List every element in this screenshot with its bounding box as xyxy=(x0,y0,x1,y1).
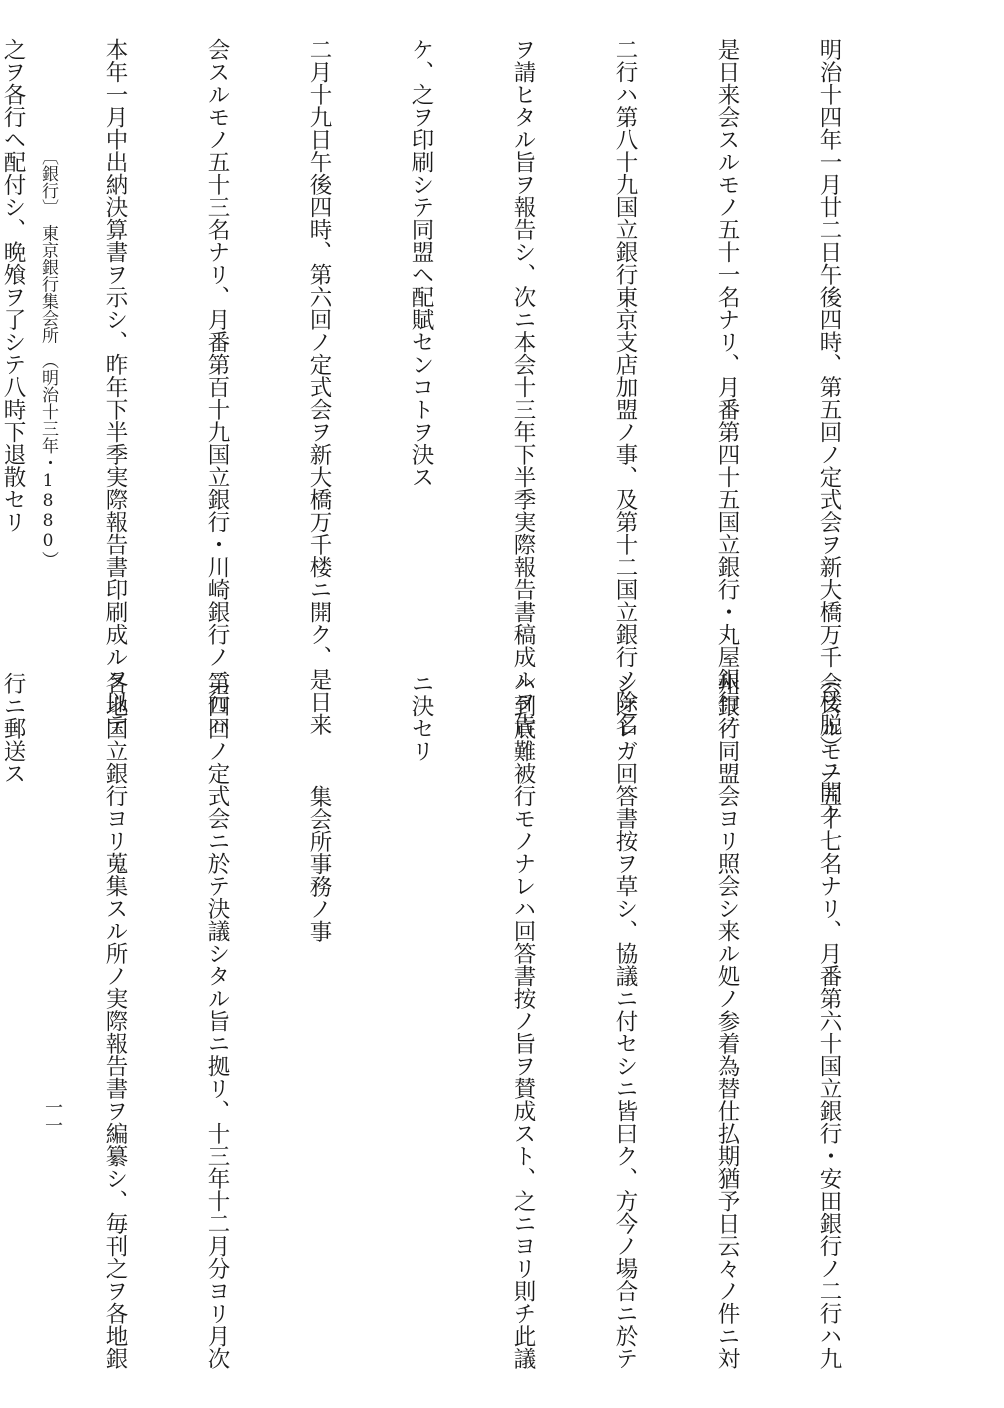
text-line: 本年一月中出納決算書ヲ示シ、昨年下半季実際報告書印刷成ルヲ以テ xyxy=(102,38,128,736)
text-line: ハ到底難被行モノナレハ回答書按ノ旨ヲ賛成スト、之ニヨリ則チ此議 xyxy=(510,672,536,1370)
text-line: 会スルモノ五十七名ナリ、月番第六十国立銀行・安田銀行ノ二行ハ九 xyxy=(816,672,842,1370)
text-line: 之ヲ各行ヘ配付シ、晩飧ヲ了シテ八時下退散セリ xyxy=(0,38,26,533)
text-line: 明治十四年一月廿二日午後四時、第五回ノ定式会ヲ新大橋万千（楼脱）ニ開ク xyxy=(816,38,842,826)
running-head: 〔銀行〕 東京銀行集会所 （明治十三年・1880） xyxy=(38,148,58,568)
text-line: 各地国立銀行ヨリ蒐集スル所ノ実際報告書ヲ編纂シ、毎刊之ヲ各地銀 xyxy=(102,672,128,1370)
text-line: 会スルモノ五十三名ナリ、月番第百十九国立銀行・川崎銀行ノ二行ハ xyxy=(204,38,230,736)
text-line: ケ、之ヲ印刷シテ同盟ヘ配賦センコトヲ決ス xyxy=(408,38,434,488)
text-line: 行ニ郵送ス xyxy=(0,672,26,785)
text-line: 二行ハ第八十九国立銀行東京支店加盟ノ事、及第十二国立銀行ノ除名 xyxy=(612,38,638,736)
page-number: 一一 xyxy=(42,1098,63,1134)
text-line: 第四回ノ定式会ニ於テ決議シタル旨ニ拠リ、十三年十二月分ヨリ月次 xyxy=(204,672,230,1370)
text-line: ニ決セリ xyxy=(408,672,434,762)
text-line: 二月十九日午後四時、第六回ノ定式会ヲ新大橋万千楼ニ開ク、是日来 xyxy=(306,38,332,736)
text-line: 是日来会スルモノ五十一名ナリ、月番第四十五国立銀行・丸屋銀行ノ xyxy=(714,38,740,736)
section-heading: 集会所事務ノ事 xyxy=(306,784,332,942)
text-line: シ之レガ回答書按ヲ草シ、協議ニ付セシニ皆曰ク、方今ノ場合ニ於テ xyxy=(612,672,638,1370)
text-line: 州銀行同盟会ヨリ照会シ来ル処ノ参着為替仕払期猶予日云々ノ件ニ対 xyxy=(714,672,740,1370)
text-line: ヲ請ヒタル旨ヲ報告シ、次ニ本会十三年下半季実際報告書稿成ルヲ告 xyxy=(510,38,536,736)
